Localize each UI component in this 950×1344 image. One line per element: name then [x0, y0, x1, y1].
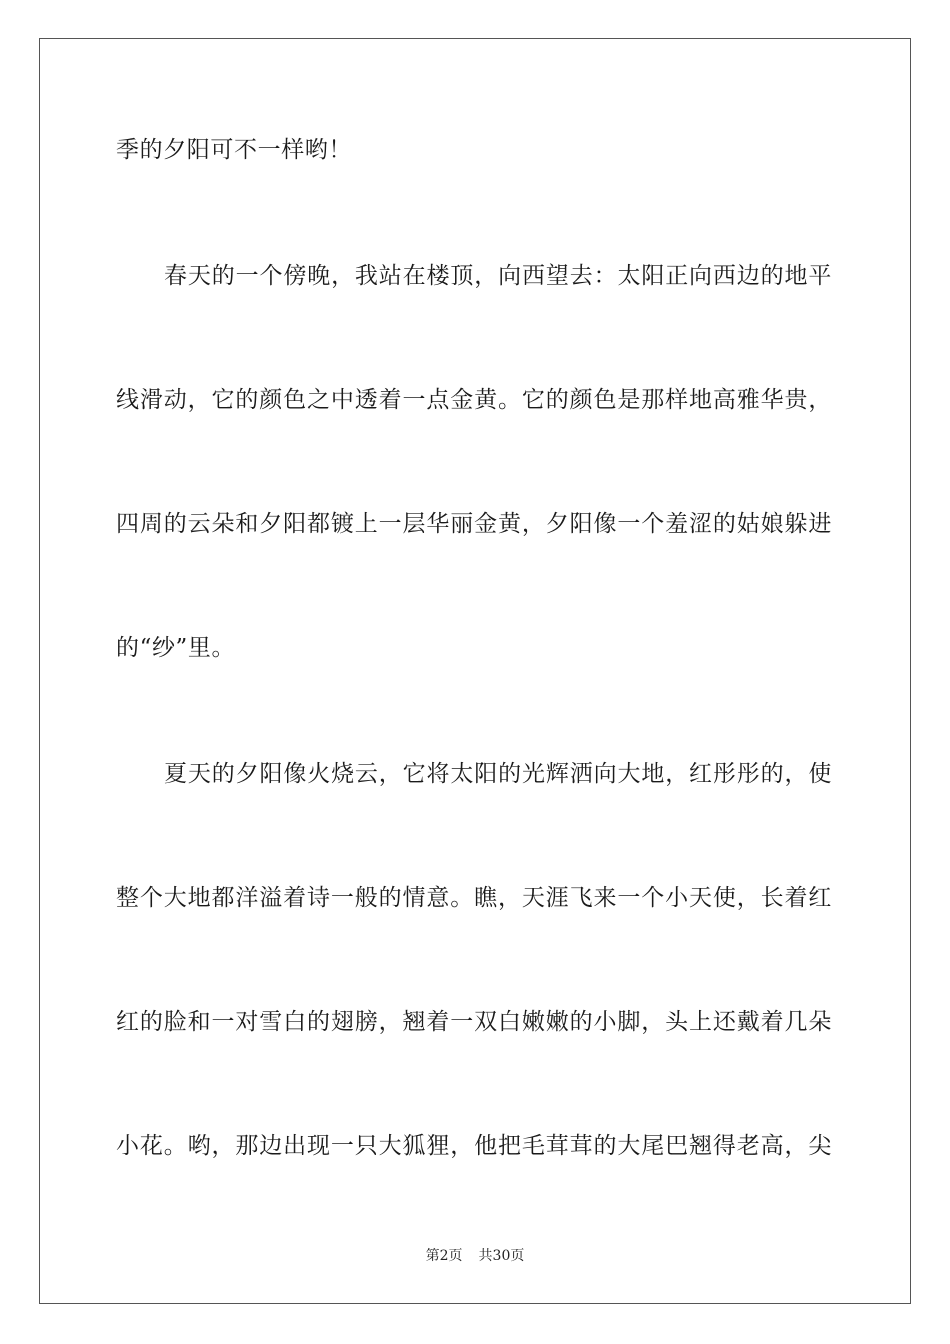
text-line: 红的脸和一对雪白的翅膀，翘着一双白嫩嫩的小脚，头上还戴着几朵 — [116, 1009, 832, 1035]
paragraph-start-line: 春天的一个傍晚，我站在楼顶，向西望去：太阳正向西边的地平 — [164, 263, 832, 289]
text-line: 季的夕阳可不一样哟！ — [116, 137, 352, 163]
text-line: 四周的云朵和夕阳都镀上一层华丽金黄，夕阳像一个羞涩的姑娘躲进 — [116, 511, 832, 537]
page-total: 共30页 — [478, 1248, 525, 1264]
text-line: 整个大地都洋溢着诗一般的情意。瞧，天涯飞来一个小天使，长着红 — [116, 885, 832, 911]
page-footer — [0, 1246, 950, 1266]
paragraph-start-line: 夏天的夕阳像火烧云，它将太阳的光辉洒向大地，红彤彤的，使 — [164, 761, 832, 787]
text-line: 小花。哟，那边出现一只大狐狸，他把毛茸茸的大尾巴翘得老高，尖 — [116, 1133, 832, 1159]
text-line: 线滑动，它的颜色之中透着一点金黄。它的颜色是那样地高雅华贵， — [116, 387, 832, 413]
page-number: 第2页 — [425, 1248, 463, 1264]
text-line: 的“纱”里。 — [116, 635, 236, 661]
